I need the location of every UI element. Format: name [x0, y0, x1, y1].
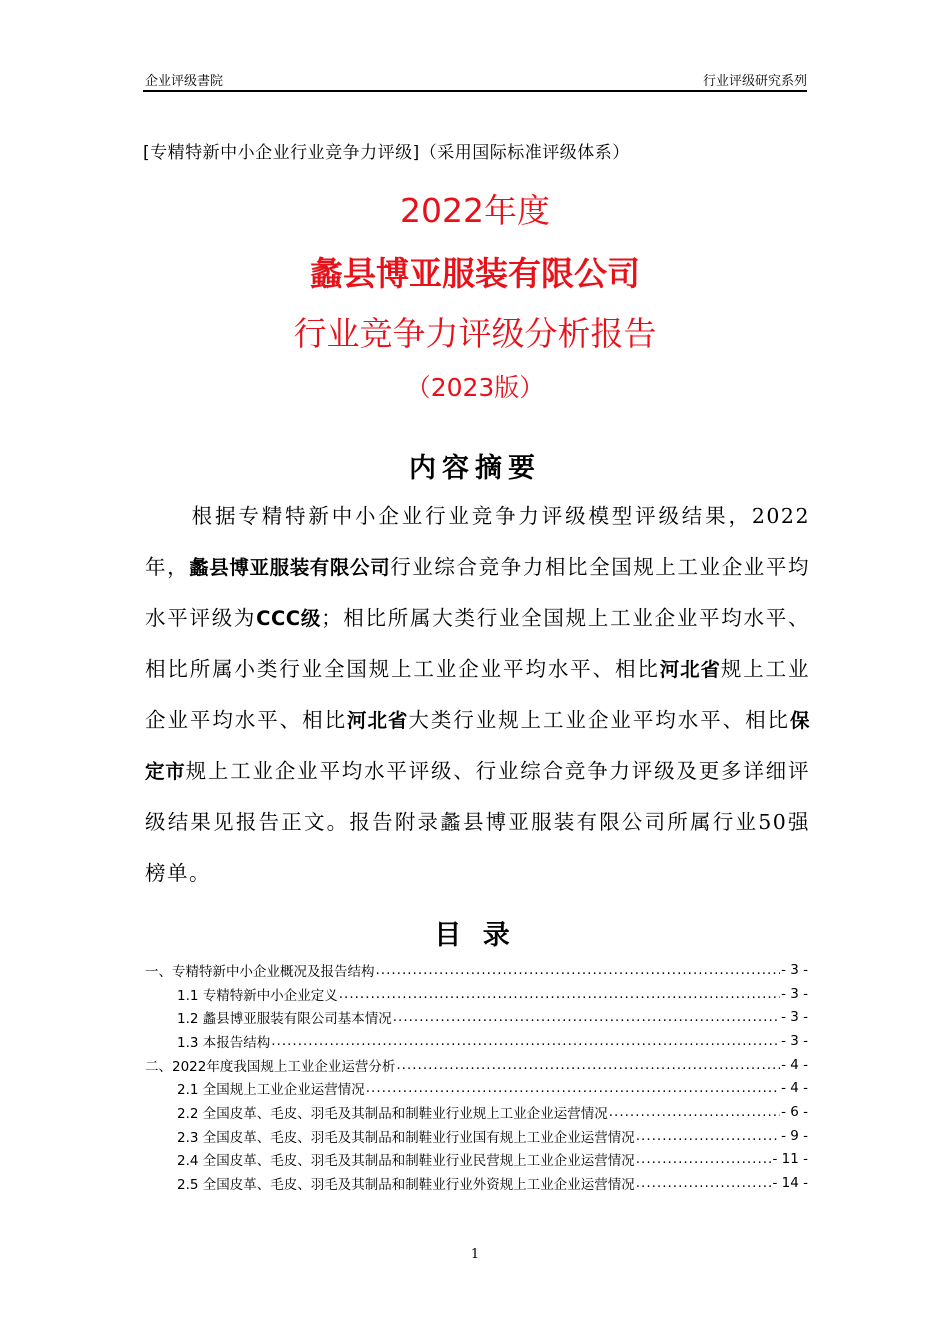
toc-entry[interactable]: 1.2 蠡县博亚服装有限公司基本情况 ..... - 3 - — [145, 1005, 808, 1029]
toc-entry[interactable]: 1.1 专精特新中小企业定义 ..... - 3 - — [145, 982, 808, 1006]
table-of-contents — [145, 958, 808, 1195]
toc-heading: 目 录 — [434, 920, 516, 951]
company-name: 蠡县博亚服装有限公司 — [189, 556, 391, 579]
report-category: [专精特新中小企业行业竞争力评级]（采用国际标准评级体系） — [143, 143, 630, 163]
abstract-text: 规上工业企业平均水平评级、行业综合竞争力评级及更多详细评级结果见报告正文。报告附录蠡县博亚服装有限公司所属行业50强榜单。 — [145, 759, 810, 885]
toc-entry[interactable]: 2.5 全国皮革、毛皮、羽毛及其制品和制鞋业行业外资规上工业企业运营情况 ..... - 14 - — [145, 1171, 808, 1195]
abstract-text: 根据专精特新中小企业行业竞争力评级模型评级结果，2022年， — [145, 504, 810, 579]
abstract-heading: 内容摘要 — [409, 453, 541, 484]
toc-entry[interactable]: 2.1 全国规上工业企业运营情况 ..... - 4 - — [145, 1076, 808, 1100]
toc-entry[interactable]: 二、2022年度我国规上工业企业运营分析 ..... - 4 - — [145, 1053, 808, 1077]
abstract-text: ；相比所属大类行业全国规上工业企业平均水平、相比所属小类行业全国规上工业企业平均水平、相比 — [145, 606, 810, 681]
toc-entry[interactable]: 2.2 全国皮革、毛皮、羽毛及其制品和制鞋业行业规上工业企业运营情况 ..... - 6 - — [145, 1100, 808, 1124]
title-report: 行业竞争力评级分析报告 — [293, 314, 657, 353]
abstract-text: 规上工业企业平均水平、相比 — [145, 657, 810, 732]
city-name: 保定市 — [145, 709, 810, 783]
abstract-text: 行业综合竞争力相比全国规上工业企业平均水平评级为 — [145, 555, 810, 630]
rating-grade: CCC级 — [256, 607, 322, 630]
header-series: 行业评级研究系列 — [702, 74, 807, 89]
title-year: 2022年度 — [400, 191, 550, 230]
abstract-paragraph — [145, 491, 810, 899]
toc-entry[interactable]: 2.4 全国皮革、毛皮、羽毛及其制品和制鞋业行业民营规上工业企业运营情况 ..... - 11 - — [145, 1148, 808, 1172]
province-name: 河北省 — [659, 658, 721, 681]
toc-entry[interactable]: 1.3 本报告结构 ..... - 3 - — [145, 1029, 808, 1053]
abstract-text: 大类行业规上工业企业平均水平、相比 — [408, 708, 790, 732]
province-name: 河北省 — [347, 709, 409, 732]
title-edition: （2023版） — [405, 373, 545, 402]
page-header — [143, 68, 807, 92]
toc-entry[interactable]: 2.3 全国皮革、毛皮、羽毛及其制品和制鞋业行业国有规上工业企业运营情况 ..... - 9 - — [145, 1124, 808, 1148]
title-company: 蠡县博亚服装有限公司 — [310, 254, 640, 293]
page-number: 1 — [470, 1247, 480, 1262]
toc-entry[interactable]: 一、专精特新中小企业概况及报告结构 ..... - 3 - — [145, 958, 808, 982]
header-publisher: 企业评级書院 — [145, 74, 224, 89]
